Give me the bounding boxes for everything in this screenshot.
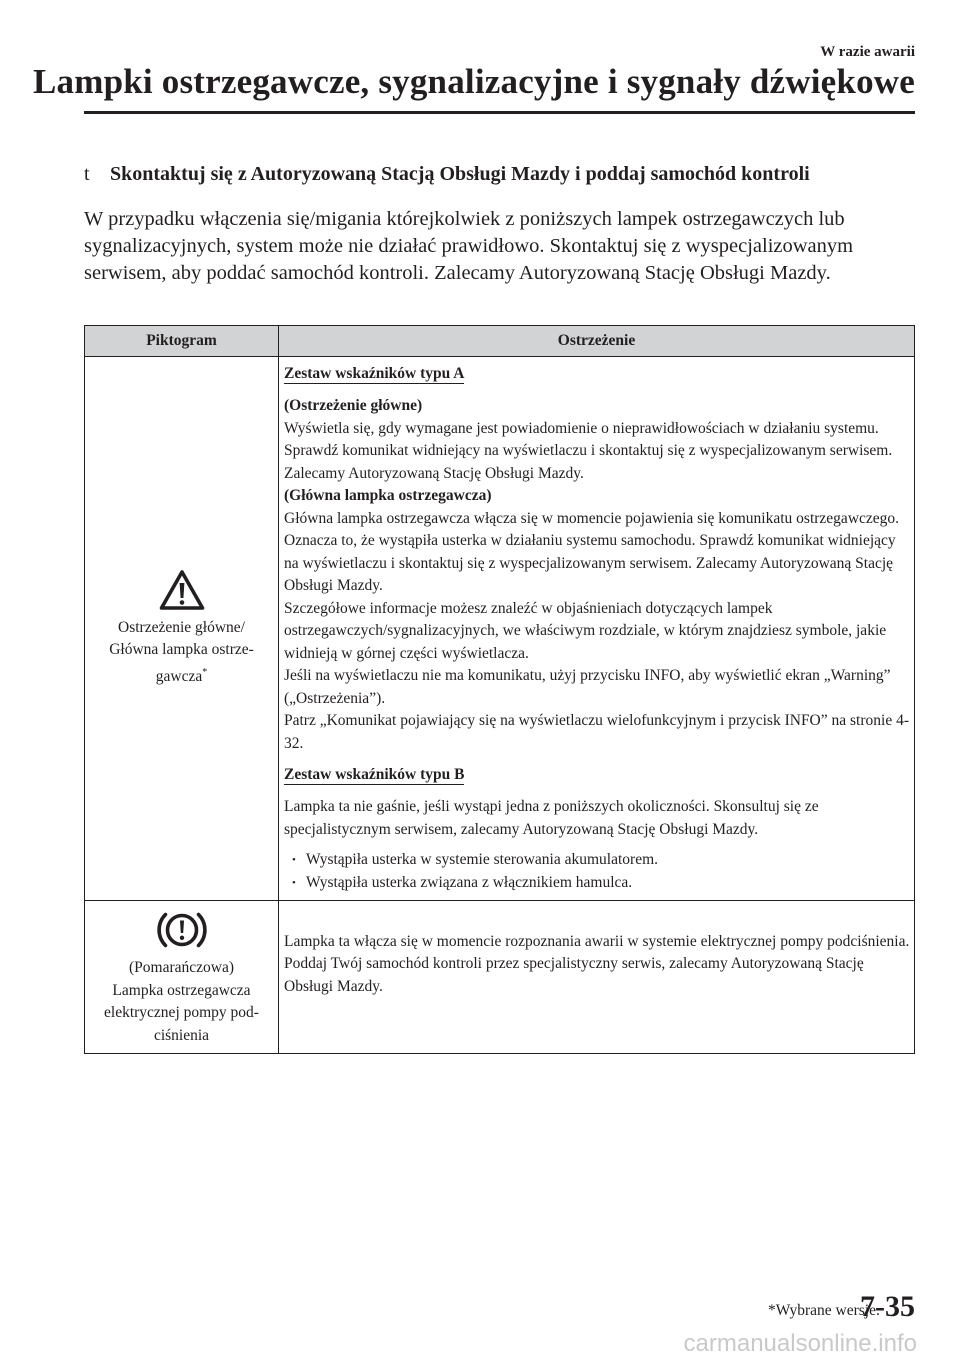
description-text: Szczegółowe informacje możesz znaleźć w objaśnieniach dotyczących lampek ostrzegawczych/sygnalizacyjnych, we właściwym rozdziale, w którym znajdziesz symbole, jakie widnieją w górnej części wyświetlacza.	[284, 599, 887, 662]
page-title: Lampki ostrzegawcze, sygnalizacyjne i sygnały dźwiękowe	[32, 62, 915, 101]
subheading-master-warning-light: (Główna lampka ostrzegawcza)	[284, 487, 492, 504]
caption-line	[88, 662, 275, 689]
description-text: Oznacza to, że wystąpiła usterka w działaniu systemu samochodu. Sprawdź komunikat widniejący na wyświetlaczu i skontaktuj się z wyspecjalizowanym serwisem. Zalecamy Autoryzowaną Stację Obsługi Mazdy.	[284, 532, 896, 594]
caption-line: (Pomarańczowa)	[128, 959, 234, 976]
footnote-mark: *	[202, 666, 208, 678]
caption-line: Lampka ostrzegawcza	[112, 981, 251, 999]
type-b-heading: Zestaw wskaźników typu B	[284, 766, 465, 783]
description-text: Główna lampka ostrzegawcza włącza się w momencie pojawienia się komunikatu ostrzegawczego.	[284, 509, 900, 527]
intro-paragraph: W przypadku włączenia się/migania którejkolwiek z poniższych lampek ostrzegawczych lub sygnalizacyjnych, system może nie działać prawidłowo. Skontaktuj się z wyspecjalizowanym serwisem, aby poddać samochód kontroli. Zalecamy Autoryzowaną Stację Obsługi Mazdy.	[84, 208, 854, 284]
watermark: carmanualsonline.info	[683, 1330, 917, 1357]
column-header-warning: Ostrzeżenie	[279, 326, 915, 357]
warning-table	[84, 325, 915, 1054]
description-text: Lampka ta włącza się w momencie rozpoznania awarii w systemie elektrycznej pompy podciśnienia. Poddaj Twój samochód kontroli przez specjalistyczny serwis, zalecamy Autoryzowaną Stację Obsługi Mazdy.	[284, 932, 910, 995]
list-item: • Wystąpiła usterka związana z włącznikiem hamulca.	[292, 872, 910, 895]
section-label: W razie awarii	[820, 44, 915, 60]
pictogram-caption	[88, 617, 275, 689]
description-text: Patrz „Komunikat pojawiający się na wyświetlaczu wielofunkcyjnym i przycisk INFO” na stronie 4-32.	[284, 712, 909, 752]
heading-bullet: t	[84, 163, 90, 185]
footnote: *Wybrane wersje.	[768, 1302, 880, 1319]
type-b-bullet-list	[284, 849, 910, 894]
table-row	[85, 901, 915, 1054]
pictogram-cell	[85, 357, 279, 901]
caption-line: elektrycznej pompy pod-	[104, 1004, 259, 1021]
pictogram-caption	[88, 957, 275, 1047]
header-rule	[84, 111, 915, 114]
page-number: 7-35	[860, 1290, 915, 1323]
subheading-master-warning: (Ostrzeżenie główne)	[284, 397, 423, 414]
table-row	[85, 357, 915, 901]
caption-line: ciśnienia	[153, 1026, 210, 1044]
section-heading	[84, 163, 914, 186]
caption-line: Ostrzeżenie główne/	[118, 618, 245, 636]
caption-text: gawcza	[155, 667, 203, 685]
description-text: Wyświetla się, gdy wymagane jest powiadomienie o nieprawidłowościach w działaniu systemu.	[284, 419, 879, 437]
warning-description-cell	[279, 357, 915, 901]
caption-line: Główna lampka ostrze-	[109, 641, 254, 659]
brake-vacuum-pump-warning-icon	[154, 909, 210, 951]
warning-description-cell	[279, 901, 915, 1054]
description-text: Lampka ta nie gaśnie, jeśli wystąpi jedna z poniższych okoliczności. Skonsultuj się ze specjalistycznym serwisem, zalecamy Autoryzowaną Stację Obsługi Mazdy.	[284, 798, 819, 838]
description-text: Sprawdź komunikat widniejący na wyświetlaczu i skontaktuj się z wyspecjalizowanym serwisem. Zalecamy Autoryzowaną Stację Obsługi Mazdy.	[284, 442, 893, 482]
section-heading-text: Skontaktuj się z Autoryzowaną Stacją Obsługi Mazdy i poddaj samochód kontroli	[110, 163, 810, 185]
table-header-row	[85, 326, 915, 357]
type-a-heading: Zestaw wskaźników typu A	[284, 365, 465, 382]
description-text: Jeśli na wyświetlaczu nie ma komunikatu, użyj przycisku INFO, aby wyświetlić ekran „Warning” („Ostrzeżenia”).	[284, 667, 891, 707]
warning-triangle-icon	[159, 569, 205, 611]
column-header-pictogram: Piktogram	[85, 326, 279, 357]
list-item: • Wystąpiła usterka w systemie sterowania akumulatorem.	[292, 849, 910, 872]
pictogram-cell	[85, 901, 279, 1054]
